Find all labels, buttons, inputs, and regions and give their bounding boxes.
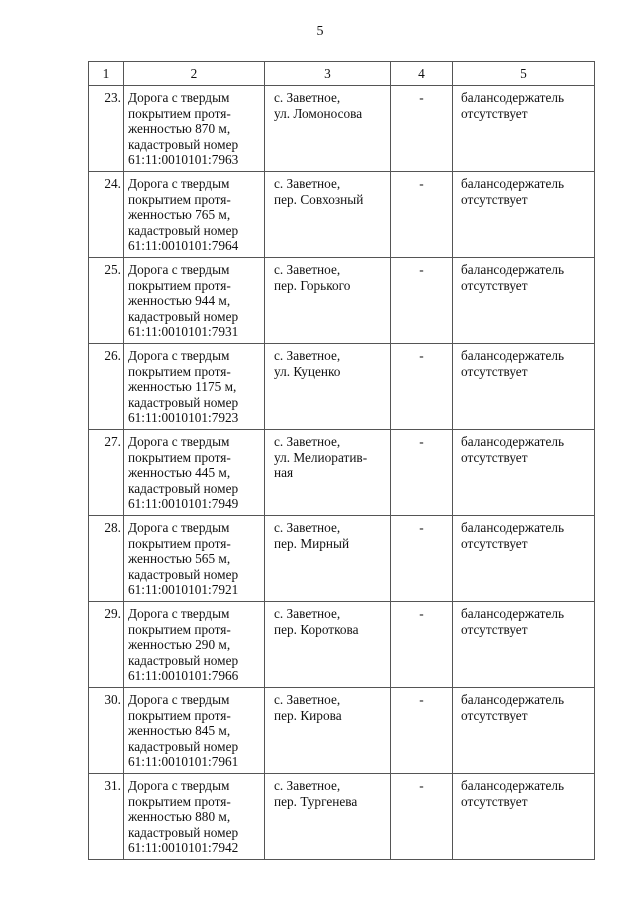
row-number: 29. [89,602,124,688]
col4-value: - [391,516,453,602]
desc-line: 61:11:0010101:7942 [128,840,239,855]
balance-holder [453,430,595,516]
addr-line: пер. Короткова [274,621,359,637]
holder-line: отсутствует [461,191,528,207]
row-number: 30. [89,688,124,774]
desc-line: Дорога с твердым [128,692,230,707]
balance-holder [453,774,595,860]
desc-line: Дорога с твердым [128,778,230,793]
desc-line: женностью 880 м, [128,809,231,824]
addr-line: пер. Совхозный [274,191,364,207]
desc-line: женностью 765 м, [128,207,231,222]
desc-line: покрытием протя- [128,105,231,121]
row-number: 27. [89,430,124,516]
desc-line: покрытием протя- [128,535,231,551]
addr-line: пер. Кирова [274,707,342,723]
desc-line: женностью 944 м, [128,293,231,308]
object-address [265,774,391,860]
addr-line: с. Заветное, [274,520,341,535]
table-body [89,86,595,860]
holder-line: отсутствует [461,363,528,379]
holder-line: балансодержатель [461,434,565,449]
addr-line: ул. Куценко [274,363,341,379]
object-description [124,774,265,860]
holder-line: балансодержатель [461,778,565,793]
row-number: 25. [89,258,124,344]
desc-line: 61:11:0010101:7923 [128,410,239,425]
desc-line: Дорога с твердым [128,90,230,105]
object-address [265,344,391,430]
holder-line: отсутствует [461,277,528,293]
desc-line: покрытием протя- [128,363,231,379]
addr-line: с. Заветное, [274,90,341,105]
desc-line: кадастровый номер [128,652,239,668]
col4-value: - [391,688,453,774]
holder-line: балансодержатель [461,90,565,105]
holder-line: отсутствует [461,793,528,809]
addr-line: пер. Тургенева [274,793,358,809]
addr-line: ная [274,465,294,480]
desc-line: Дорога с твердым [128,176,230,191]
desc-line: женностью 565 м, [128,551,231,566]
header-col-3: 3 [265,62,391,86]
balance-holder [453,86,595,172]
desc-line: покрытием протя- [128,707,231,723]
desc-line: 61:11:0010101:7964 [128,238,239,253]
holder-line: отсутствует [461,449,528,465]
desc-line: 61:11:0010101:7961 [128,754,239,769]
col4-value: - [391,86,453,172]
col4-value: - [391,430,453,516]
holder-line: балансодержатель [461,692,565,707]
addr-line: с. Заветное, [274,262,341,277]
col4-value: - [391,774,453,860]
header-col-4: 4 [391,62,453,86]
desc-line: Дорога с твердым [128,520,230,535]
addr-line: с. Заветное, [274,176,341,191]
desc-line: женностью 290 м, [128,637,231,652]
object-address [265,86,391,172]
balance-holder [453,258,595,344]
addr-line: пер. Горького [274,277,351,293]
desc-line: Дорога с твердым [128,262,230,277]
header-col-1: 1 [89,62,124,86]
balance-holder [453,172,595,258]
table-row [89,516,595,602]
holder-line: балансодержатель [461,348,565,363]
object-address [265,172,391,258]
desc-line: 61:11:0010101:7966 [128,668,239,683]
desc-line: кадастровый номер [128,738,239,754]
addr-line: ул. Мелиоратив- [274,449,368,465]
row-number: 31. [89,774,124,860]
object-address [265,516,391,602]
addr-line: пер. Мирный [274,535,350,551]
table-row [89,172,595,258]
table-row [89,430,595,516]
desc-line: кадастровый номер [128,566,239,582]
holder-line: отсутствует [461,621,528,637]
page-number: 5 [316,24,324,39]
table-row [89,86,595,172]
header-col-5: 5 [453,62,595,86]
desc-line: покрытием протя- [128,277,231,293]
header-row [89,62,595,86]
desc-line: женностью 870 м, [128,121,231,136]
table-row [89,602,595,688]
desc-line: женностью 845 м, [128,723,231,738]
desc-line: кадастровый номер [128,136,239,152]
desc-line: покрытием протя- [128,449,231,465]
desc-line: Дорога с твердым [128,434,230,449]
desc-line: кадастровый номер [128,480,239,496]
table-row [89,774,595,860]
addr-line: с. Заветное, [274,692,341,707]
balance-holder [453,688,595,774]
desc-line: покрытием протя- [128,793,231,809]
addr-line: с. Заветное, [274,434,341,449]
desc-line: 61:11:0010101:7921 [128,582,239,597]
col4-value: - [391,602,453,688]
holder-line: балансодержатель [461,176,565,191]
table-row [89,344,595,430]
desc-line: 61:11:0010101:7949 [128,496,239,511]
row-number: 26. [89,344,124,430]
object-description [124,430,265,516]
desc-line: кадастровый номер [128,824,239,840]
object-description [124,602,265,688]
desc-line: 61:11:0010101:7963 [128,152,239,167]
holder-line: балансодержатель [461,520,565,535]
holder-line: балансодержатель [461,262,565,277]
balance-holder [453,602,595,688]
object-address [265,430,391,516]
desc-line: 61:11:0010101:7931 [128,324,239,339]
addr-line: ул. Ломоносова [274,105,363,121]
col4-value: - [391,172,453,258]
holder-line: отсутствует [461,707,528,723]
desc-line: женностью 1175 м, [128,379,237,394]
col4-value: - [391,258,453,344]
object-address [265,602,391,688]
object-description [124,86,265,172]
desc-line: кадастровый номер [128,222,239,238]
desc-line: кадастровый номер [128,308,239,324]
object-address [265,688,391,774]
road-registry-table [88,61,595,860]
table-row [89,258,595,344]
object-description [124,344,265,430]
addr-line: с. Заветное, [274,606,341,621]
desc-line: Дорога с твердым [128,348,230,363]
addr-line: с. Заветное, [274,348,341,363]
object-description [124,516,265,602]
object-address [265,258,391,344]
object-description [124,172,265,258]
header-col-2: 2 [124,62,265,86]
desc-line: кадастровый номер [128,394,239,410]
holder-line: отсутствует [461,105,528,121]
addr-line: с. Заветное, [274,778,341,793]
row-number: 23. [89,86,124,172]
desc-line: покрытием протя- [128,191,231,207]
desc-line: Дорога с твердым [128,606,230,621]
object-description [124,258,265,344]
balance-holder [453,344,595,430]
holder-line: отсутствует [461,535,528,551]
balance-holder [453,516,595,602]
row-number: 28. [89,516,124,602]
object-description [124,688,265,774]
desc-line: покрытием протя- [128,621,231,637]
desc-line: женностью 445 м, [128,465,231,480]
table-row [89,688,595,774]
col4-value: - [391,344,453,430]
holder-line: балансодержатель [461,606,565,621]
row-number: 24. [89,172,124,258]
